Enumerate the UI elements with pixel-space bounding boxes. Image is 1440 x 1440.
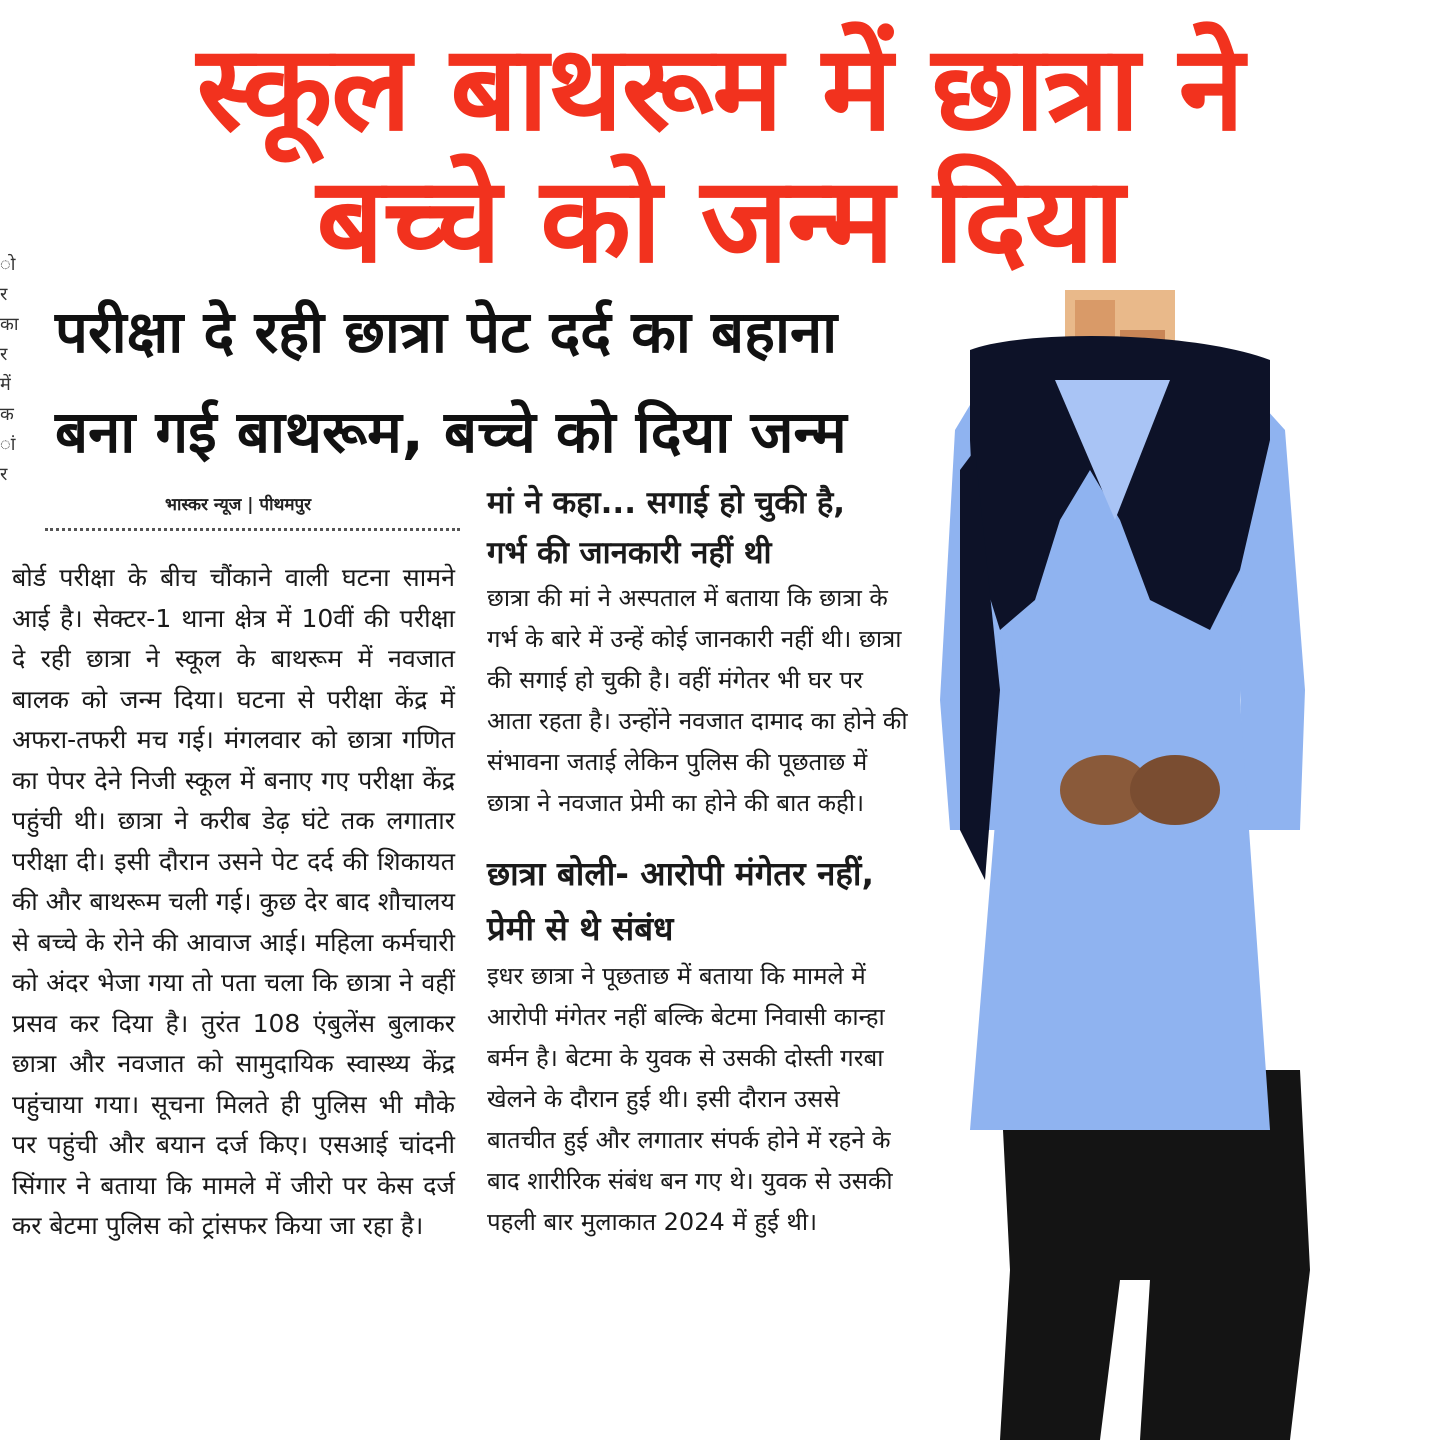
section-1-heading-line-1: मां ने कहा... सगाई हो चुकी है, (487, 485, 846, 521)
headline-line-2: बच्चे को जन्म दिया (316, 151, 1124, 289)
headline (0, 19, 1440, 289)
article-body: बोर्ड परीक्षा के बीच चौंकाने वाली घटना सामने आई है। सेक्टर-1 थाना क्षेत्र में 10वीं की परीक्षा दे रही छात्रा ने स्कूल के बाथरूम में नवजात बालक को जन्म दिया। घटना से परीक्षा केंद्र में अफरा-तफरी मच गई। मंगलवार को छात्रा गणित का पेपर देने निजी स्कूल में बनाए गए परीक्षा केंद्र पहुंची थी। छात्रा ने करीब डेढ़ घंटे तक लगातार परीक्षा दी। इसी दौरान उसने पेट दर्द की शिकायत की और बाथरूम चली गई। कुछ देर बाद शौचालय से बच्चे के रोने की आवाज आई। महिला कर्मचारी को अंदर भेजा गया तो पता चला कि छात्रा ने वहीं प्रसव कर दिया है। तुरंत 108 एंबुलेंस बुलाकर छात्रा और नवजात को सामुदायिक स्वास्थ्य केंद्र पहुंचाया गया। सूचना मिलते ही पुलिस भी मौके पर पहुंची और बयान दर्ज किए। एसआई चांदनी सिंगार ने बताया कि मामले में जीरो पर केस दर्ज कर बेटमा पुलिस को ट्रांसफर किया जा रहा है। (12, 563, 455, 1240)
article-left-column (12, 558, 455, 1247)
adjacent-column-fragment: ो र का र में क ां र (0, 254, 19, 485)
section-1-body: छात्रा की मां ने अस्पताल में बताया कि छात्रा के गर्भ के बारे में उन्हें कोई जानकारी नहीं थी। छात्रा की सगाई हो चुकी है। वहीं मंगेतर भी घर पर आता रहता है। उन्होंने नवजात दामाद का होने की संभावना जताई लेकिन पुलिस की पूछताछ में छात्रा ने नवजात प्रेमी का होने की बात कही। (487, 584, 908, 817)
byline-divider (45, 528, 460, 531)
subheadline-line-1: परीक्षा दे रही छात्रा पेट दर्द का बहाना (55, 298, 838, 366)
student-uniform-illustration (940, 270, 1440, 1440)
headline-line-1: स्कूल बाथरूम में छात्रा ने (196, 19, 1244, 157)
subheadline (55, 282, 935, 482)
section-1-heading-line-2: गर्भ की जानकारी नहीं थी (487, 535, 772, 571)
section-2-heading-line-1: छात्रा बोली- आरोपी मंगेतर नहीं, (487, 854, 875, 893)
byline: भास्कर न्यूज | पीथमपुर (165, 495, 312, 515)
section-2-heading-line-2: प्रेमी से थे संबंध (487, 909, 674, 948)
section-2-body: इधर छात्रा ने पूछताछ में बताया कि मामले में आरोपी मंगेतर नहीं बल्कि बेटमा निवासी कान्हा बर्मन है। बेटमा के युवक से उसकी दोस्ती गरबा खेलने के दौरान हुई थी। इसी दौरान उससे बातचीत हुई और लगातार संपर्क होने में रहने के बाद शारीरिक संबंध बन गए थे। युवक से उसकी पहली बार मुलाकात 2024 में हुई थी। (487, 962, 893, 1236)
subheadline-line-2: बना गई बाथरूम, बच्चे को दिया जन्म (55, 398, 847, 466)
article-right-column (487, 478, 912, 1243)
